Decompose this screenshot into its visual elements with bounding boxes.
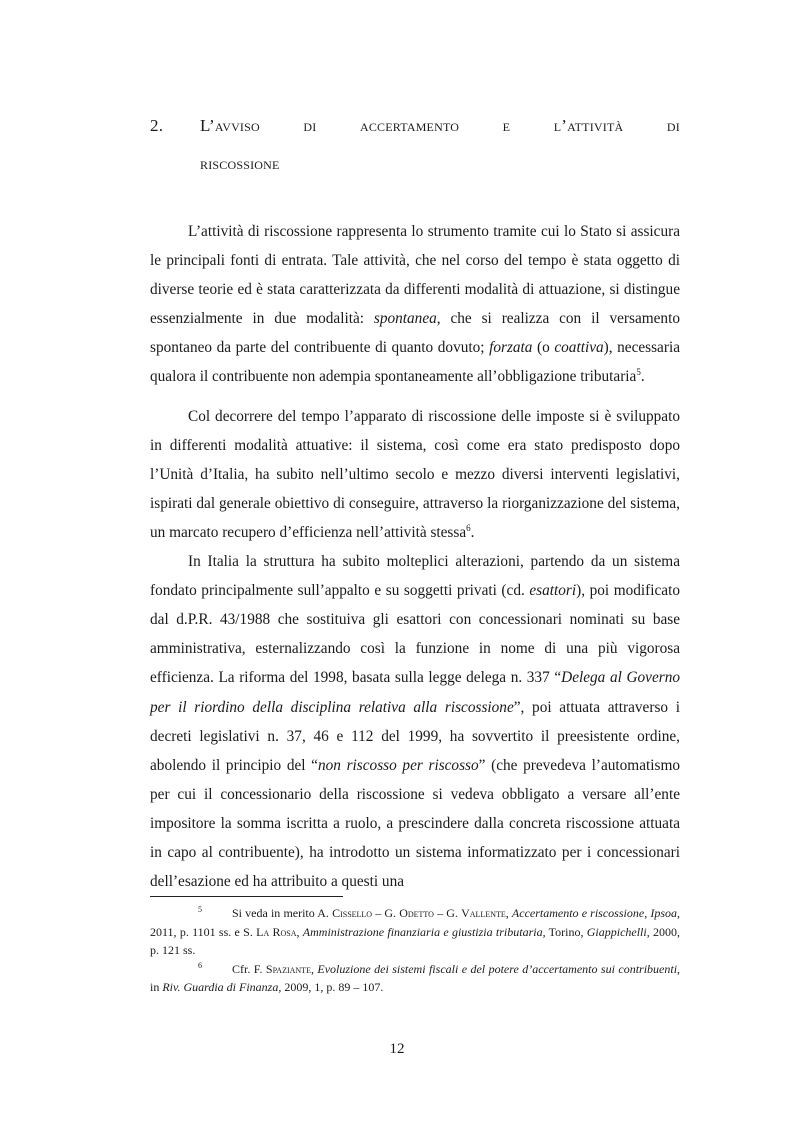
title-word: L’avviso — [200, 116, 260, 135]
footnote-number: 5 — [198, 905, 202, 914]
text-run: ), necessaria qualora il contribuente non adempia spontaneamente all’obbligazione tributaria — [150, 339, 680, 386]
section-title-line-1 — [200, 116, 680, 136]
paragraph-1 — [150, 217, 680, 392]
paragraph-2 — [150, 402, 680, 547]
footnote-6 — [150, 960, 680, 997]
text-run: (o — [532, 339, 555, 357]
text-run: – G. — [372, 906, 400, 920]
text-run: , 2009, 1, p. 89 – 107. — [278, 980, 384, 994]
text-run: , — [310, 961, 318, 976]
text-run: , in — [150, 961, 681, 994]
italic-term: esattori — [529, 582, 577, 600]
text-run: ” (che prevedeva l’automatismo per cui il concessionario della riscossione si vedeva obbligato a versare all’ente impositore la somma iscritta a ruolo, a prescindere dalla concreta riscossione attuata in capo al contribuente), ha introdotto un sistema informatizzato per i concessionari dell’esazione ed ha attribuito a questi una — [150, 756, 680, 891]
title-word: di — [666, 116, 680, 135]
text-run: , — [296, 924, 303, 939]
publisher: Giappichelli — [586, 924, 647, 939]
italic-term: non riscosso per riscosso — [317, 756, 479, 774]
title-word: di — [303, 116, 317, 135]
page-number: 12 — [389, 1041, 405, 1057]
text-run: , 2000, p. 121 ss. — [150, 924, 681, 957]
paragraph-3 — [150, 547, 680, 896]
author-name: La Rosa — [256, 924, 297, 939]
text-run: – G. — [433, 906, 462, 920]
body-text — [150, 217, 680, 896]
footnote-number: 6 — [198, 960, 202, 970]
title-word: l’attività — [553, 116, 624, 135]
publisher: Ipsoa — [650, 906, 678, 920]
text-run: , — [505, 906, 512, 920]
text-run: , che si realizza con il versamento spontaneo da parte del contribuente di quanto dovuto; — [150, 310, 680, 357]
work-title: Evoluzione dei sistemi fiscali e del potere d’accertamento sui contribuenti — [317, 961, 678, 976]
author-name: Cissello — [332, 906, 373, 920]
section-title-line-2: riscossione — [200, 154, 280, 173]
text-run: L’attività di riscossione rappresenta lo strumento tramite cui lo Stato si assicura le principali fonti di entrata. Tale attività, che nel corso del tempo è stata oggetto di diverse teorie ed è stata caratterizzata da differenti modalità di attuazione, si distingue essenzialmente in due modalità: — [150, 223, 680, 328]
footnote-5 — [150, 904, 680, 960]
section-number: 2. — [150, 116, 164, 135]
text-run: , 2011, p. 1101 ss. e S. — [150, 906, 681, 939]
italic-term: Delega al Governo per il riordino della disciplina relativa alla riscossione — [150, 669, 680, 716]
italic-term: coattiva — [554, 339, 604, 357]
author-name: Spaziante — [265, 961, 311, 976]
footnote-separator — [150, 896, 343, 897]
italic-term: forzata — [489, 339, 533, 357]
footnotes — [150, 904, 680, 997]
text-run: ”, poi attuata attraverso i decreti legislativi n. 37, 46 e 112 del 1999, ha sovvertito il preesistente ordine, abolendo il principio del “ — [150, 698, 680, 774]
work-title: Amministrazione finanziaria e giustizia tributaria — [302, 924, 543, 939]
text-run: , — [644, 906, 651, 920]
text-run: . — [470, 523, 475, 541]
author-name: Vallente — [461, 906, 506, 920]
footnote-reference[interactable]: 5 — [636, 367, 641, 378]
text-run: ), poi modificato dal d.P.R. 43/1988 che sostituiva gli esattori con concessionari nominati su base amministrativa, esternalizzando così la funzione in nome di una più vigorosa efficienza. La riforma del 1998, basata sulla legge delega n. 337 “ — [150, 582, 680, 687]
text-run: Col decorrere del tempo l’apparato di riscossione delle imposte si è sviluppato in differenti modalità attuative: il sistema, così come era stato predisposto dopo l’Unità d’Italia, ha subito nell’ultimo secolo e mezzo diversi interventi legislativi, ispirati dal generale obiettivo di conseguire, attraverso la riorganizzazione del sistema, un marcato recupero d’efficienza nell’attività stessa — [150, 407, 680, 541]
work-title: Accertamento e riscossione — [511, 906, 645, 920]
footnote-reference[interactable]: 6 — [466, 522, 471, 533]
title-word: e — [502, 116, 511, 135]
journal-title: Riv. Guardia di Finanza — [162, 980, 279, 994]
title-word: accertamento — [359, 116, 460, 135]
text-run: Si veda in merito A. — [232, 906, 333, 920]
text-run: Cfr. F. — [232, 961, 266, 976]
author-name: Odetto — [399, 906, 434, 920]
text-run: . — [640, 368, 645, 386]
text-run: , Torino, — [542, 924, 587, 939]
italic-term: spontanea — [373, 310, 437, 328]
text-run: In Italia la struttura ha subito molteplici alterazioni, partendo da un sistema fondato principalmente sull’appalto e su soggetti privati (cd. — [150, 553, 680, 600]
